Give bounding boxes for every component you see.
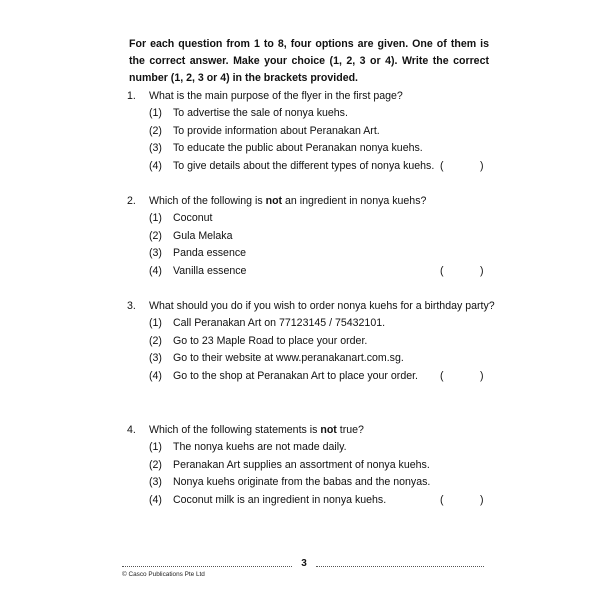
options-list (127, 105, 497, 175)
option-3: (3) To educate the public about Peranakan nonya kuehs. (149, 142, 423, 154)
question-text: What should you do if you wish to order nonya kuehs for a birthday party? (149, 300, 495, 312)
question-stem (127, 298, 497, 315)
question-number: 4. (127, 424, 136, 436)
question-2 (127, 193, 497, 280)
option-1: (1) Coconut (149, 212, 213, 224)
question-stem (127, 422, 497, 439)
options-list (127, 439, 497, 509)
question-number: 2. (127, 195, 136, 207)
option-2: (2) Peranakan Art supplies an assortment of nonya kuehs. (149, 458, 430, 471)
instructions-text: For each question from 1 to 8, four options are given. One of them is the correct answer. Make your choice (1, 2, 3 or 4). Write the correct number (1, 2, 3 or 4) in the brackets provided. (129, 38, 489, 84)
question-number: 1. (127, 90, 136, 102)
option-1: (1) Call Peranakan Art on 77123145 / 75432101. (149, 317, 386, 329)
question-stem (127, 193, 497, 210)
page-number: 3 (297, 558, 311, 569)
question-4 (127, 422, 497, 509)
option-4: (4) Coconut milk is an ingredient in nonya kuehs. ( ) (149, 493, 484, 506)
question-text: Which of the following statements is not true? (149, 424, 364, 436)
option-3: (3) Nonya kuehs originate from the babas and the nonyas. (149, 476, 431, 488)
option-3: (3) Panda essence (149, 247, 247, 259)
options-list (127, 315, 497, 385)
question-text: Which of the following is not an ingredient in nonya kuehs? (149, 195, 427, 207)
option-2: (2) Go to 23 Maple Road to place your order. (149, 334, 368, 347)
footer-divider-left (122, 566, 292, 567)
footer-divider-right (316, 566, 484, 567)
question-number: 3. (127, 300, 136, 312)
option-1: (1) The nonya kuehs are not made daily. (149, 441, 347, 453)
copyright-text: © Casco Publications Pte Ltd (122, 571, 205, 578)
option-4: (4) Go to the shop at Peranakan Art to place your order. ( ) (149, 369, 484, 382)
question-text: What is the main purpose of the flyer in the first page? (149, 90, 403, 102)
option-4: (4) To give details about the different types of nonya kuehs. ( ) (149, 159, 484, 172)
option-3: (3) Go to their website at www.peranakanart.com.sg. (149, 352, 404, 364)
option-2: (2) To provide information about Peranakan Art. (149, 124, 380, 137)
options-list (127, 210, 497, 280)
question-1 (127, 88, 497, 175)
question-3 (127, 298, 497, 385)
option-1: (1) To advertise the sale of nonya kuehs. (149, 107, 348, 119)
question-stem (127, 88, 497, 105)
option-4: (4) Vanilla essence ( ) (149, 264, 484, 277)
option-2: (2) Gula Melaka (149, 229, 233, 242)
